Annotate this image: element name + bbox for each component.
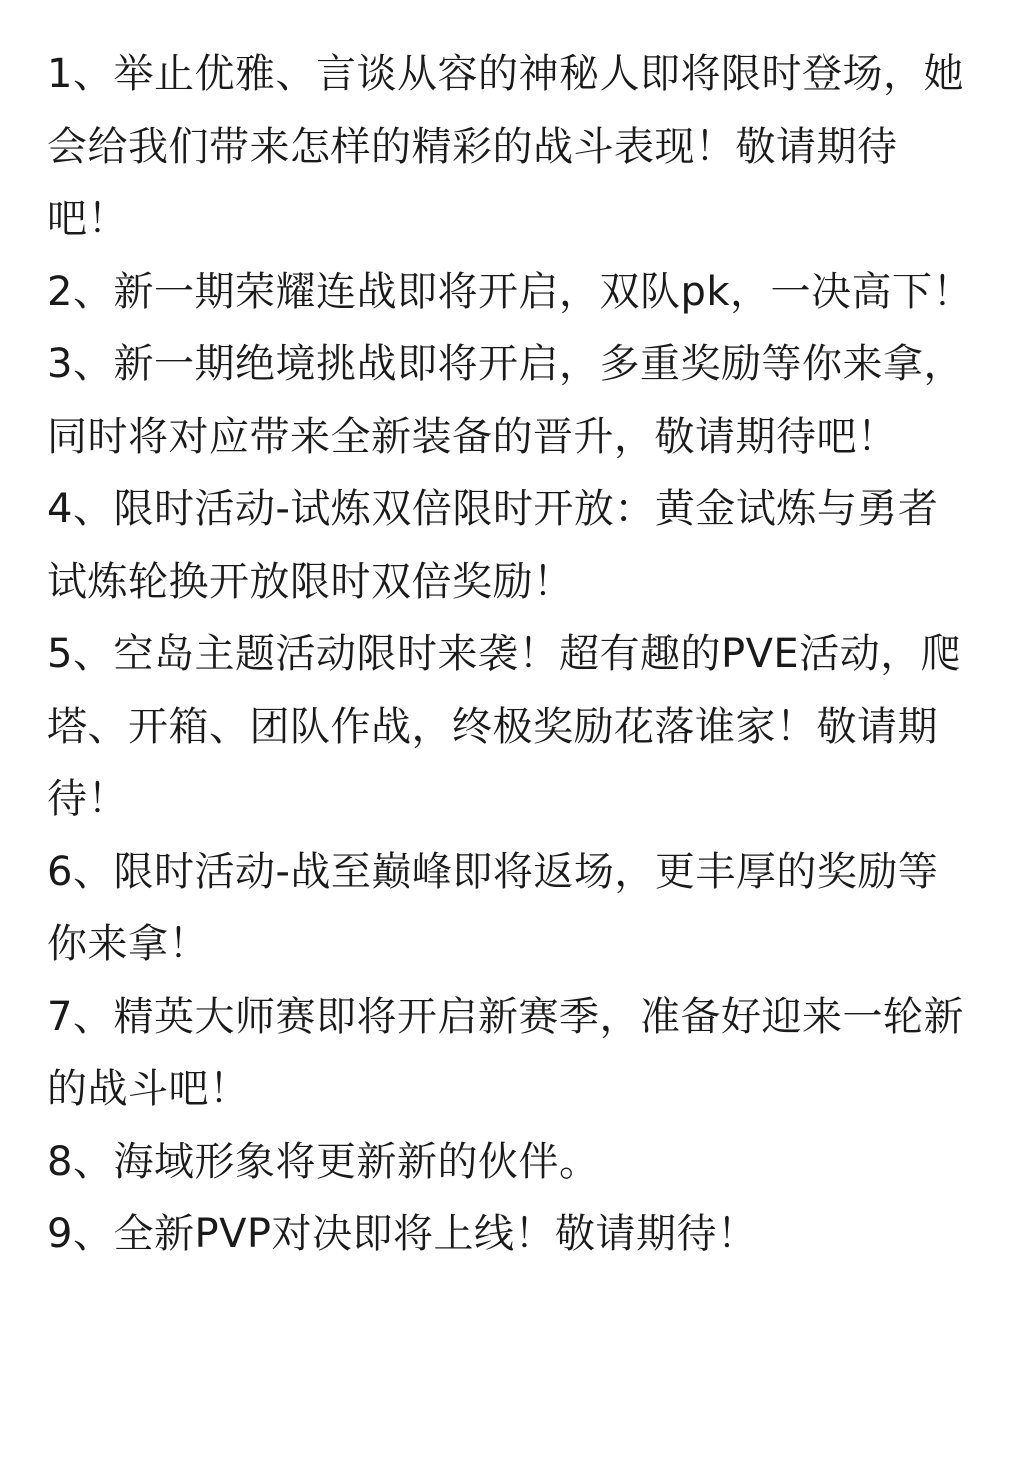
- announcement-item-7: 7、精英大师赛即将开启新赛季，准备好迎来一轮新的战斗吧！: [47, 993, 964, 1112]
- announcement-item-3: 3、新一期绝境挑战即将开启，多重奖励等你来拿，同时将对应带来全新装备的晋升，敬请期待吧！: [47, 341, 964, 460]
- announcement-item-4: 4、限时活动-试炼双倍限时开放：黄金试炼与勇者试炼轮换开放限时双倍奖励！: [47, 486, 939, 605]
- announcement-item-1: 1、举止优雅、言谈从容的神秘人即将限时登场，她会给我们带来怎样的精彩的战斗表现！敬请期待吧！: [47, 51, 964, 242]
- announcement-item-2: 2、新一期荣耀连战即将开启，双队pk，一决高下！: [47, 268, 974, 315]
- announcement-item-8: 8、海域形象将更新新的伙伴。: [47, 1138, 600, 1185]
- announcement-item-5: 5、空岛主题活动限时来袭！超有趣的PVE活动，爬塔、开箱、团队作战，终极奖励花落谁家！敬请期待！: [47, 631, 962, 822]
- announcement-item-6: 6、限时活动-战至巅峰即将返场，更丰厚的奖励等你来拿！: [47, 848, 939, 967]
- announcement-list: [47, 38, 977, 1271]
- announcement-item-9: 9、全新PVP对决即将上线！敬请期待！: [47, 1211, 758, 1257]
